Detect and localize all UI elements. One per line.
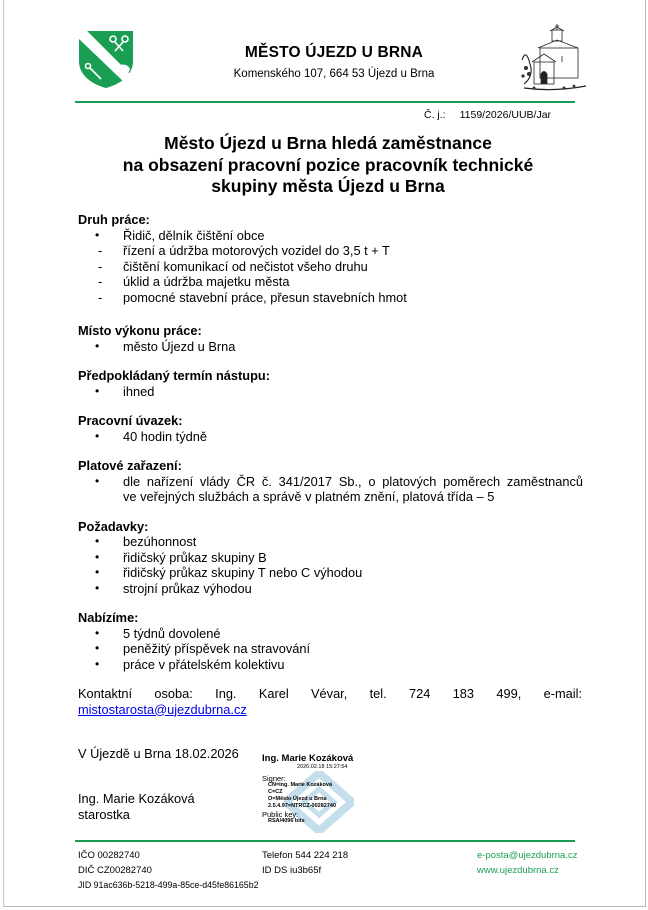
section-heading: Požadavky: (78, 518, 149, 534)
section-offer (78, 610, 583, 672)
list-item: • strojní průkaz výhodou (78, 581, 583, 597)
section-heading: Platové zařazení: (78, 458, 182, 473)
list-item: • bezúhonnost (78, 534, 583, 550)
section-workload (78, 413, 583, 444)
footer-ids (78, 848, 258, 893)
reference-value: 1159/2026/UUB/Jar (459, 109, 552, 121)
signer-line: O=Město Újezd u Brna (268, 796, 327, 802)
footer-phone: Telefon 544 224 218 (262, 850, 349, 861)
sub-list-item: - řízení a údržba motorových vozidel do 3,5 t + T (78, 243, 583, 259)
section-heading: Místo výkonu práce: (78, 323, 202, 338)
document-body (78, 212, 583, 686)
list-item: • město Újezd u Brna (78, 339, 583, 355)
sub-list-item: - čištění komunikací od nečistot všeho druhu (78, 259, 583, 275)
section-job-type (78, 212, 583, 305)
signer-line: 2.5.4.97=NTRCZ-00282740 (268, 803, 337, 809)
town-address: Komenského 107, 664 53 Újezd u Brna (233, 68, 435, 80)
title-line-3: skupiny města Újezd u Brna (211, 176, 445, 196)
header-divider (75, 101, 575, 103)
signatory-role: starostka (78, 806, 130, 822)
section-heading: Pracovní úvazek: (78, 413, 183, 428)
section-heading: Nabízíme: (78, 610, 139, 625)
title-line-2: na obsazení pracovní pozice pracovník technické (122, 154, 534, 175)
svg-text:✶: ✶ (90, 39, 101, 53)
signatory-name: Ing. Marie Kozáková (78, 791, 195, 806)
title-line-1: Město Újezd u Brna hledá zaměstnance (164, 133, 492, 153)
signer-line: C=CZ (268, 789, 283, 795)
footer-dic: DIČ CZ00282740 (78, 865, 152, 876)
salary-line-1: • dle nařízení vlády ČR č. 341/2017 Sb., o platových poměrech zaměstnanců (123, 473, 583, 489)
section-heading: Předpokládaný termín nástupu: (78, 368, 270, 383)
list-item: • řidičský průkaz skupiny T nebo C výhodou (78, 565, 583, 581)
footer-divider (75, 840, 575, 842)
footer-web (477, 848, 577, 878)
sub-list-item: - pomocné stavební práce, přesun stavebních hmot (78, 290, 583, 306)
section-requirements (78, 519, 583, 597)
section-heading: Druh práce: (78, 212, 150, 227)
section-workplace (78, 323, 583, 354)
footer-databox: ID DS iu3b65f (262, 865, 322, 876)
signer-label: Signer: (262, 774, 286, 783)
list-item (78, 474, 583, 505)
footer-website[interactable]: www.ujezdubrna.cz (477, 865, 559, 876)
list-item: • peněžitý příspěvek na stravování (78, 641, 583, 657)
footer-contacts (262, 848, 348, 878)
public-key-value: RSA/4096 bits (268, 818, 305, 824)
list-item-text: Řidič, dělník čištění obce (123, 227, 265, 243)
list-item: • 5 týdnů dovolené (78, 626, 583, 642)
footer-jid: JID 91ac636b-5218-499a-85ce-d45fe86165b2 (78, 880, 259, 890)
section-salary (78, 458, 583, 505)
salary-line-2: ve veřejných službách a správě v platném znění, platová třída – 5 (123, 489, 495, 504)
signature-timestamp: 2026.02.18 15:27:54 (297, 764, 348, 770)
document-page (3, 0, 646, 907)
list-item: • ihned (78, 384, 583, 400)
footer-email[interactable]: e-posta@ujezdubrna.cz (477, 850, 578, 861)
digital-signature-stamp (262, 753, 372, 833)
document-title (78, 133, 578, 198)
footer-ico: IČO 00282740 (78, 850, 140, 861)
list-item: • práce v přátelském kolektivu (78, 657, 583, 673)
signer-line: CN=Ing. Marie Kozáková (268, 782, 333, 788)
list-item: • řidičský průkaz skupiny B (78, 550, 583, 566)
sub-list-item: - úklid a údržba majetku města (78, 274, 583, 290)
contact-email-link[interactable]: mistostarosta@ujezdubrna.cz (78, 701, 247, 717)
reference-label: Č. j.: (424, 109, 446, 121)
town-name: MĚSTO ÚJEZD U BRNA (244, 44, 424, 61)
section-start-date (78, 368, 583, 399)
list-item: • 40 hodin týdně (78, 429, 583, 445)
contact-person: Kontaktní osoba: Ing. Karel Vévar, tel. 724 183 499, e-mail: (78, 686, 582, 701)
chapel-illustration (514, 18, 592, 98)
coat-of-arms-logo (77, 29, 135, 89)
contact-block (78, 686, 582, 717)
public-key-label: Public key: (262, 810, 299, 819)
reference-number (424, 109, 551, 121)
signature-name: Ing. Marie Kozáková (262, 753, 354, 764)
place-and-date: V Újezdě u Brna 18.02.2026 (78, 746, 239, 761)
list-item (78, 228, 583, 244)
signatory (78, 791, 195, 822)
